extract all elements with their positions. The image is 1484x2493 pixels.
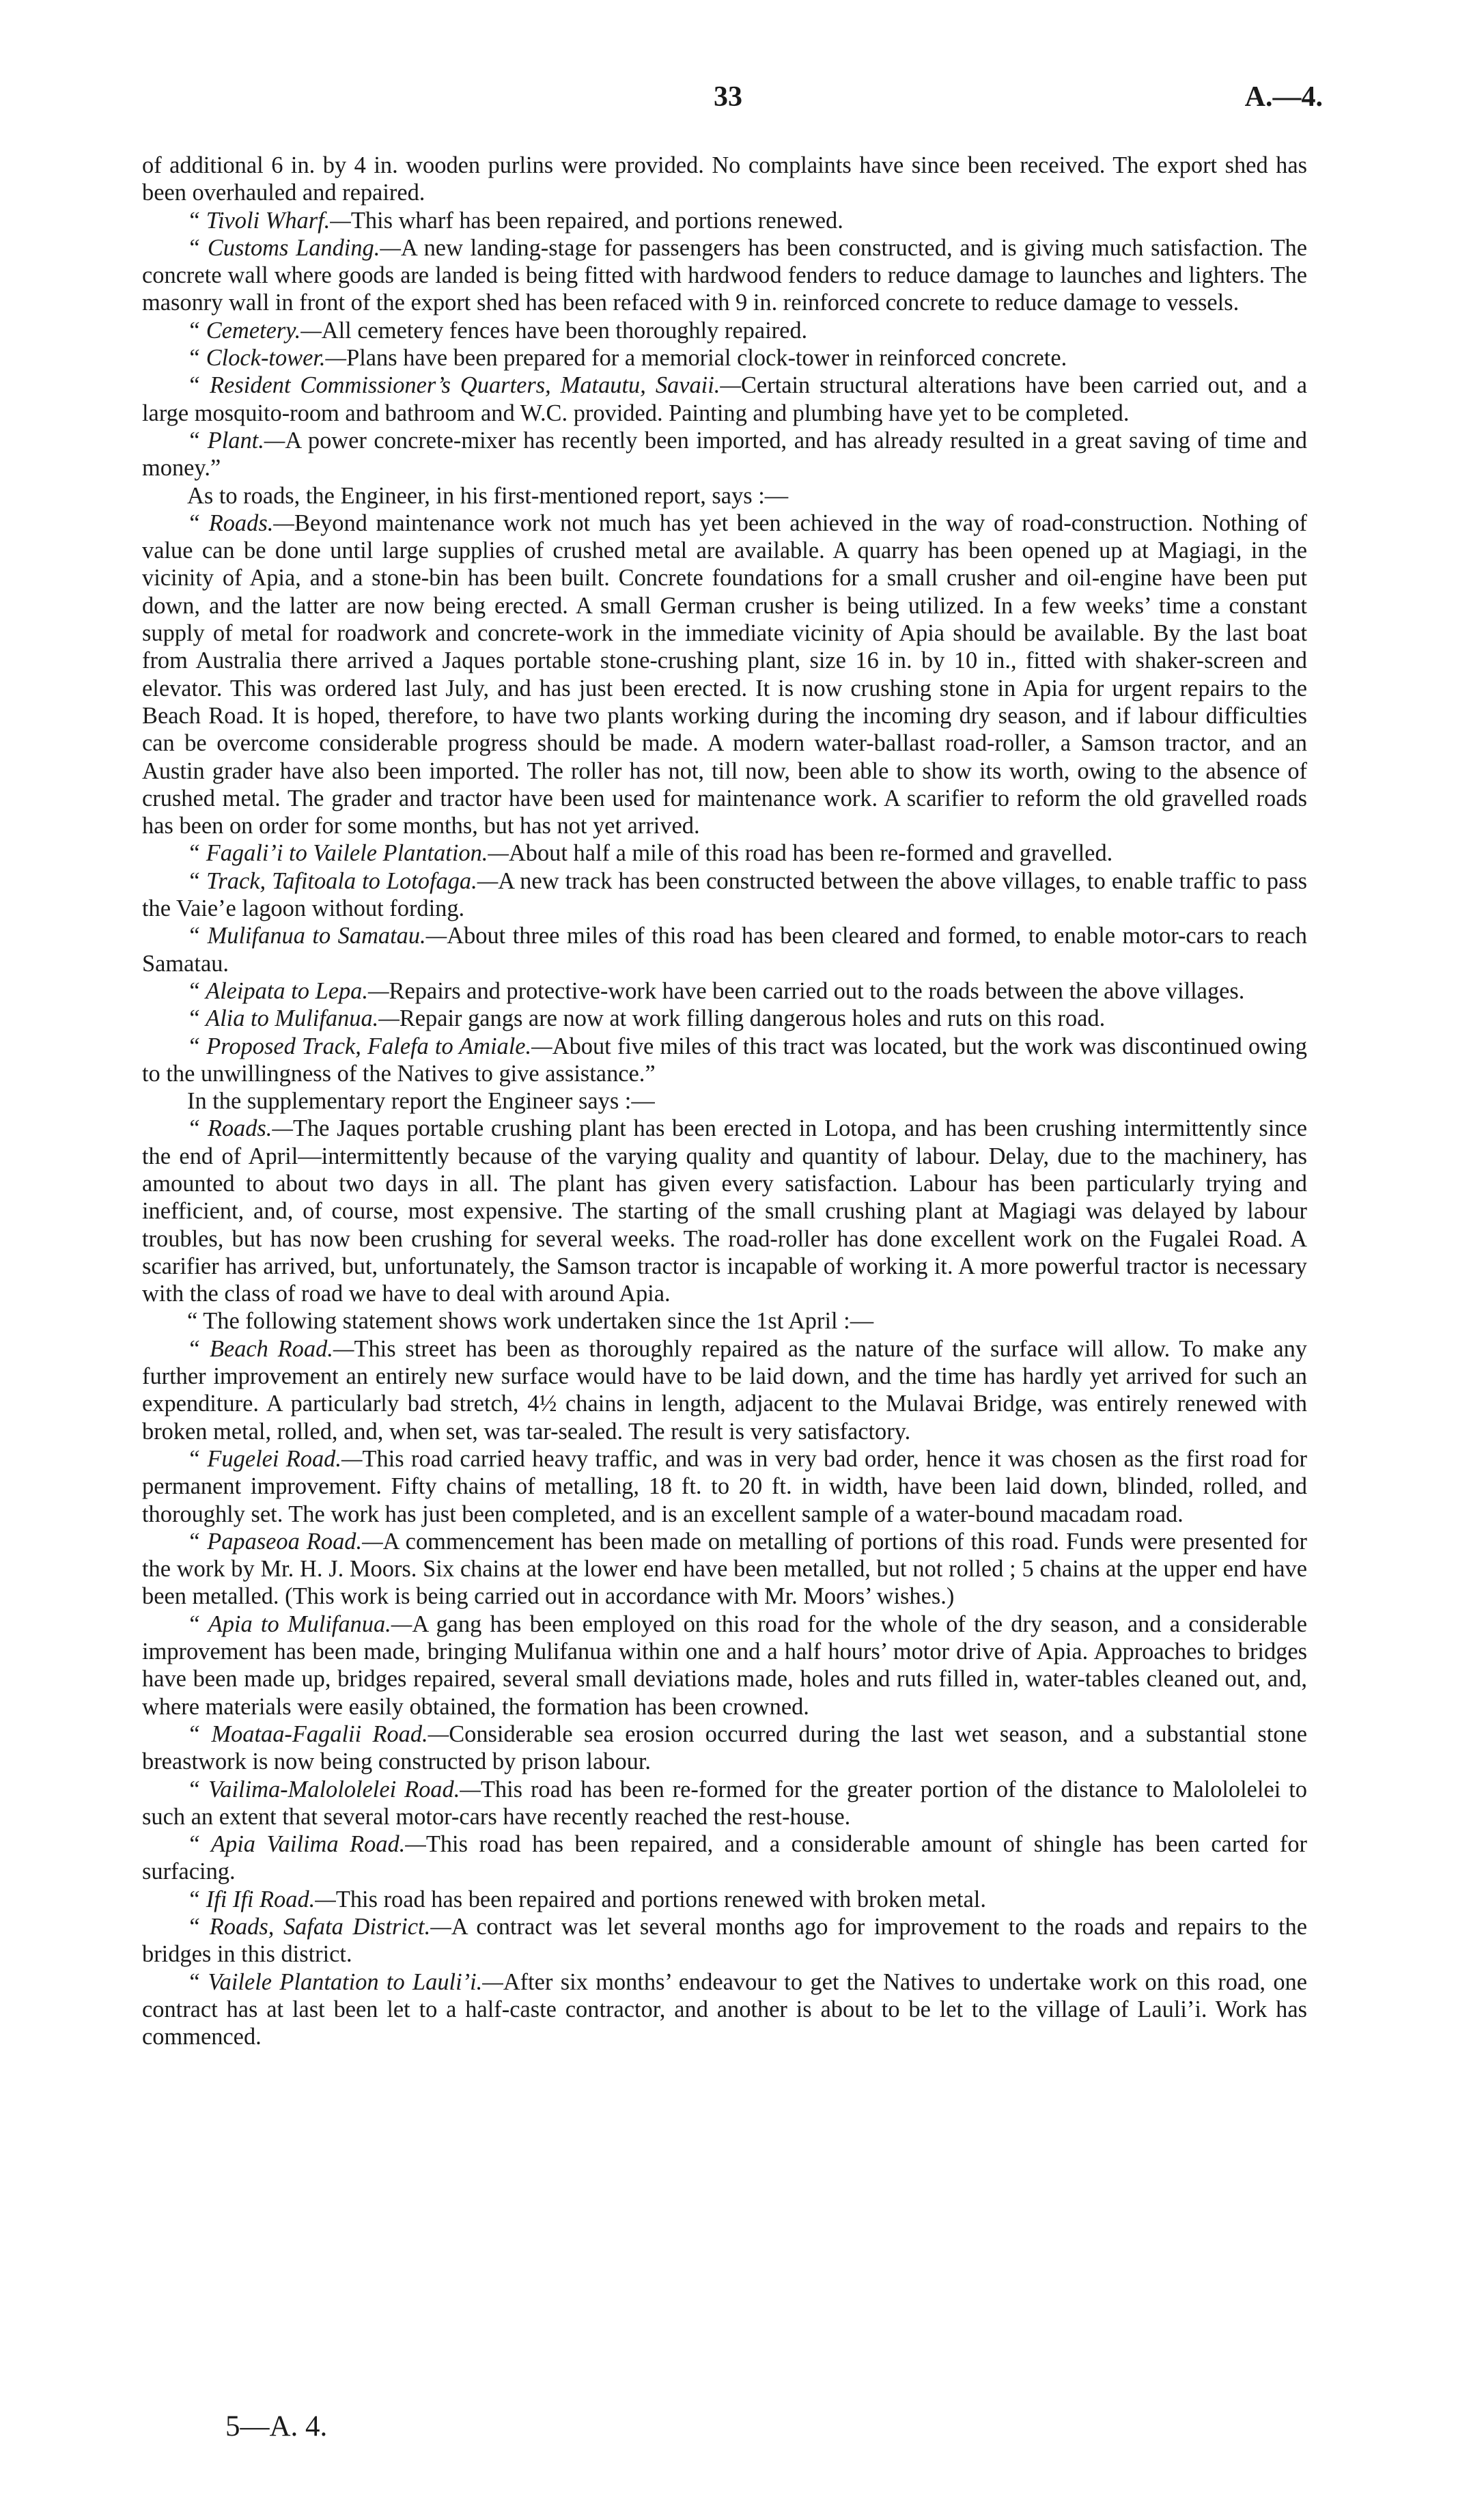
paragraph-text: This street has been as thoroughly repaired as the nature of the surface will allow. To make any further improvement an entirely new surface would have to be laid down, and the time has hardly yet arrived for such an expenditure. A particularly bad stretch, 4½ chains in length, adjacent to the Mulavai Bridge, was entirely renewed with broken metal, rolled, and, when set, was tar-sealed. The result is very satisfactory.: [142, 1335, 1307, 1445]
paragraph-text: A contract was let several months ago for improvement to the roads and repairs to the bridges in this district.: [142, 1914, 1307, 1968]
paragraph: [142, 427, 1307, 482]
paragraph: [142, 1913, 1307, 1968]
paragraph-text: This road has been repaired, and a considerable amount of shingle has been carted for surfacing.: [142, 1831, 1307, 1885]
paragraph: [142, 510, 1307, 840]
paragraph-text: This road has been re-formed for the greater portion of the distance to Malololelei to such an extent that several motor-cars have recently reached the rest-house.: [142, 1776, 1308, 1830]
paragraph: [142, 1445, 1307, 1528]
paragraph-text: About five miles of this tract was located, but the work was discontinued owing to the unwillingness of the Natives to give assistance.”: [142, 1033, 1307, 1087]
paragraph-heading: “ Clock-tower.—: [187, 345, 347, 372]
paragraph-text: All cemetery fences have been thoroughly repaired.: [321, 317, 808, 344]
paragraph-heading: “ Customs Landing.—: [187, 234, 401, 261]
paragraph-heading: “ Ifi Ifi Road.—: [187, 1886, 336, 1912]
paragraph-text: This road has been repaired and portions renewed with broken metal.: [335, 1886, 986, 1912]
paragraph-heading: “ Aleipata to Lepa.—: [187, 977, 389, 1004]
report-body: [142, 152, 1307, 2050]
page-header: [0, 81, 1484, 122]
paragraph-text: A new track has been constructed between the above villages, to enable traffic to pass the Vaie’e lagoon without fording.: [142, 867, 1308, 922]
paragraph-text: A new landing-stage for passengers has been constructed, and is giving much satisfaction. The concrete wall where goods are landed is being fitted with hardwood fenders to reduce damage to launches and lighters. The masonry wall in front of the export shed has been refaced with 9 in. reinforced concrete to reduce damage to vessels.: [142, 234, 1307, 316]
paragraph-text: About three miles of this road has been cleared and formed, to enable motor-cars to reach Samatau.: [142, 923, 1307, 977]
paragraph-heading: “ Vailele Plantation to Lauli’i.—: [187, 1968, 503, 1995]
paragraph-text: As to roads, the Engineer, in his first-mentioned report, says :—: [187, 482, 789, 509]
paragraph-text: In the supplementary report the Engineer says :—: [187, 1088, 655, 1115]
paragraph-text: Beyond maintenance work not much has yet been achieved in the way of road-construction. Nothing of value can be done until large supplies of crushed metal are available. A quarry has been opened up at Magiagi, in the vicinity of Apia, and a stone-bin has been built. Concrete foundations for a small crusher and oil-engine have been put down, and the latter are now being erected. A small German crusher is being utilized. In a few weeks’ time a constant supply of metal for roadwork and concrete-work in the immediate vicinity of Apia should be available. By the last boat from Australia there arrived a Jaques portable stone-crushing plant, size 16 in. by 10 in., fitted with shaker-screen and elevator. This was ordered last July, and has just been erected. It is now crushing stone in Apia for urgent repairs to the Beach Road. It is hoped, therefore, to have two plants working during the incoming dry season, and if labour difficulties can be overcome considerable progress should be made. A modern water-ballast road-roller, a Samson tractor, and an Austin grader have also been imported. The roller has not, till now, been able to show its worth, owing to the absence of crushed metal. The grader and tractor have been used for maintenance work. A scarifier to reform the old gravelled roads has been on order for some months, but has not yet arrived.: [142, 510, 1307, 839]
paragraph-text: of additional 6 in. by 4 in. wooden purlins were provided. No complaints have since been received. The export shed has been overhauled and repaired.: [142, 152, 1307, 206]
paragraph: [142, 372, 1307, 427]
paragraph-text: A power concrete-mixer has recently been imported, and has already resulted in a great saving of time and money.”: [142, 427, 1307, 482]
paragraph-heading: “ Roads, Safata District.—: [187, 1914, 451, 1940]
paragraph-text: About half a mile of this road has been re-formed and gravelled.: [508, 840, 1113, 867]
paragraph: [142, 867, 1307, 923]
paragraph-text: This road carried heavy traffic, and was in very bad order, hence it was chosen as the first road for permanent improvement. Fifty chains of metalling, 18 ft. to 20 ft. in width, have been laid down, blinded, rolled, and thoroughly set. The work has just been completed, and is an excellent sample of a water-bound macadam road.: [142, 1445, 1308, 1527]
paragraph: [142, 1721, 1307, 1776]
paragraph-heading: “ Fugelei Road.—: [187, 1445, 363, 1472]
paragraph-heading: “ Papaseoa Road.—: [187, 1528, 383, 1555]
paragraph-heading: “ Apia to Mulifanua.—: [187, 1611, 412, 1637]
paragraph-text: Certain structural alterations have been carried out, and a large mosquito-room and bathroom and W.C. provided. Painting and plumbing have yet to be completed.: [142, 372, 1308, 426]
paragraph: [142, 317, 1307, 344]
paragraph: [142, 1307, 1307, 1335]
paragraph-heading: “ Plant.—: [187, 427, 285, 454]
paragraph: [142, 1886, 1307, 1913]
paragraph: [142, 1115, 1307, 1307]
paragraph-heading: “ Fagali’i to Vailele Plantation.—: [187, 840, 509, 867]
paragraph-text: After six months’ endeavour to get the Natives to undertake work on this road, one contract has at last been let to a half-caste contractor, and another is about to be let to the village of Lauli’i. Work has commenced.: [142, 1968, 1307, 2050]
paragraph-heading: “ Proposed Track, Falefa to Amiale.—: [187, 1033, 552, 1059]
paragraph-heading: “ Alia to Mulifanua.—: [187, 1005, 400, 1032]
paragraph-heading: “ Resident Commissioner’s Quarters, Matautu, Savaii.—: [187, 372, 741, 399]
paragraph: [142, 977, 1307, 1005]
paragraph: [142, 1611, 1307, 1721]
paragraph-heading: “ Track, Tafitoala to Lotofaga.—: [187, 867, 499, 894]
page-signature: 5—A. 4.: [225, 2410, 328, 2442]
paragraph: [142, 152, 1307, 207]
paragraph-heading: “ Cemetery.—: [187, 317, 322, 344]
paragraph: [142, 1830, 1307, 1886]
paragraph: [142, 234, 1307, 317]
paragraph-heading: “ Apia Vailima Road.—: [187, 1831, 426, 1858]
paragraph: [142, 839, 1307, 867]
paragraph-heading: “ Roads.—: [187, 1115, 293, 1142]
paragraph-heading: “ Beach Road.—: [187, 1335, 354, 1362]
paragraph-text: A gang has been employed on this road for the whole of the dry season, and a considerable improvement has been made, bringing Mulifanua within one and a half hours’ motor drive of Apia. Approaches to bridges have been made up, bridges repaired, several small deviations made, holes and ruts filled in, water-tables cleaned out, and, where materials were easily obtained, the formation has been crowned.: [142, 1611, 1307, 1720]
paragraph: [142, 1776, 1307, 1831]
paragraph-text: Considerable sea erosion occurred during the last wet season, and a substantial stone breastwork is now being constructed by prison labour.: [142, 1721, 1307, 1775]
page-number: 33: [714, 81, 742, 113]
paragraph-heading: “ Vailima-Malololelei Road.—: [187, 1776, 481, 1802]
paragraph-text: Repairs and protective-work have been carried out to the roads between the above villages.: [389, 977, 1245, 1004]
paragraph-heading: “ Mulifanua to Samatau.—: [187, 923, 447, 949]
paragraph: [142, 1528, 1307, 1611]
paragraph: [142, 1968, 1307, 2051]
paragraph-text: Repair gangs are now at work filling dangerous holes and ruts on this road.: [399, 1005, 1106, 1032]
paragraph: [142, 1335, 1307, 1445]
paragraph: [142, 482, 1307, 510]
paragraph-text: Plans have been prepared for a memorial clock-tower in reinforced concrete.: [346, 345, 1067, 372]
paragraph: [142, 922, 1307, 977]
paragraph: [142, 1033, 1307, 1088]
report-reference: A.—4.: [1244, 81, 1323, 113]
paragraph-text: This wharf has been repaired, and portions renewed.: [350, 207, 843, 234]
paragraph: [142, 1005, 1307, 1032]
paragraph: [142, 1087, 1307, 1115]
paragraph-text: A commencement has been made on metalling of portions of this road. Funds were presented for the work by Mr. H. J. Moors. Six chains at the lower end have been metalled, but not rolled ; 5 chains at the upper end have been metalled. (This work is being carried out in accordance with Mr. Moors’ wishes.): [142, 1528, 1308, 1610]
paragraph-text: “ The following statement shows work undertaken since the 1st April :—: [187, 1308, 874, 1335]
paragraph-heading: “ Tivoli Wharf.—: [187, 207, 351, 234]
paragraph: [142, 344, 1307, 372]
paragraph-heading: “ Roads.—: [187, 510, 294, 536]
paragraph: [142, 207, 1307, 234]
paragraph-text: The Jaques portable crushing plant has been erected in Lotopa, and has been crushing intermittently since the end of April—intermittently because of the varying quality and quantity of labour. Delay, due to the machinery, has amounted to about two days in all. The plant has given every satisfaction. Labour has been particularly trying and inefficient, and, of course, most expensive. The starting of the small crushing plant at Magiagi was delayed by labour troubles, but has now been crushing for several weeks. The road-roller has done excellent work on the Fugalei Road. A scarifier has arrived, but, unfortunately, the Samson tractor is incapable of working it. A more powerful tractor is necessary with the class of road we have to deal with around Apia.: [142, 1115, 1307, 1307]
paragraph-heading: “ Moataa-Fagalii Road.—: [187, 1721, 449, 1747]
